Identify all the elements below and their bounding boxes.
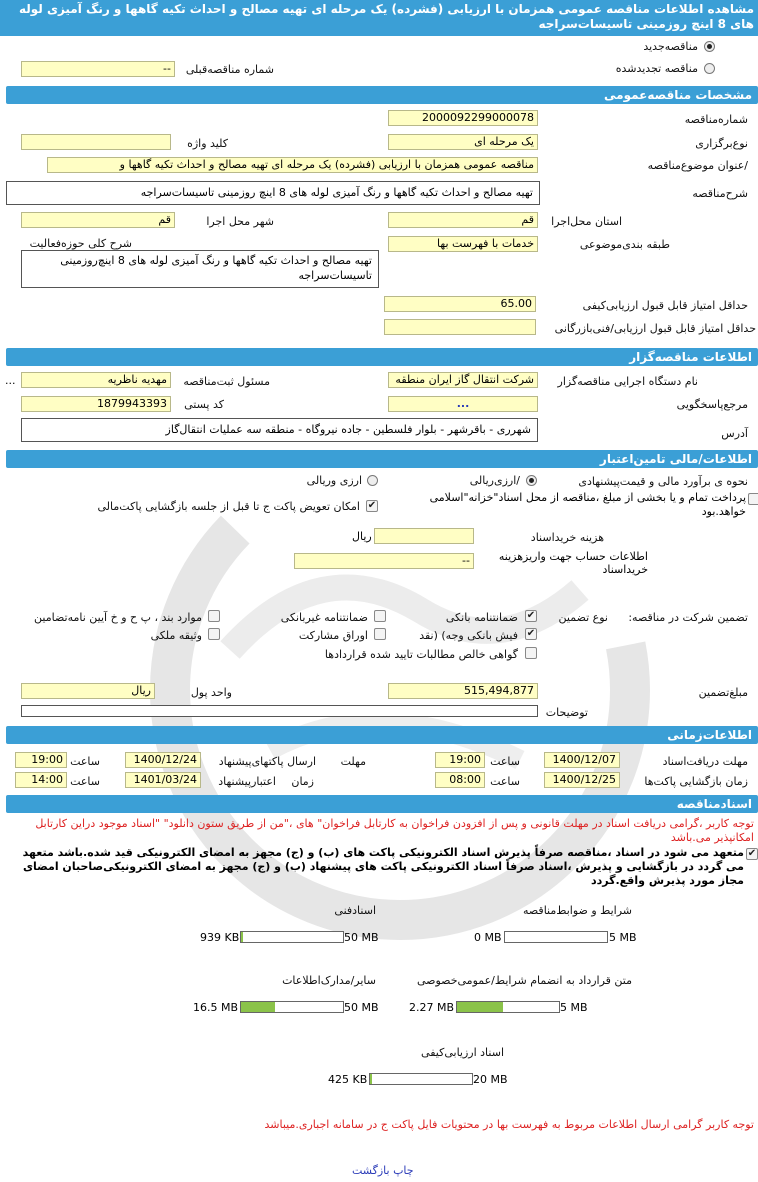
province-field: قم — [388, 212, 538, 228]
doc-quality-size: 425 KB — [328, 1073, 368, 1086]
doc-tech-max: 50 MB — [344, 931, 379, 944]
doc-quality-title: اسناد ارزیابی‌کیفی — [421, 1046, 504, 1059]
receive-time-field: 19:00 — [435, 752, 485, 768]
category-label: طبقه بندی‌موضوعی — [579, 238, 670, 251]
category-field: خدمات با فهرست بها — [388, 236, 538, 252]
subject-field: مناقصه عمومی همزمان با ارزیابی (فشرده) یک مرحله ای تهیه مصالح و احداث تکیه گاهها و — [47, 157, 538, 173]
address-box: شهرری - باقرشهر - بلوار فلسطین - جاده نیروگاه - منطقه سه عملیات انتقال‌گاز — [21, 418, 538, 442]
activity-box: تهیه مصالح و احداث تکیه گاهها و رنگ آمیزی لوله های 8 اینچ‌روزمینی تاسیسات‌سراجه — [21, 250, 379, 288]
opening-time-field: 08:00 — [435, 772, 485, 788]
guarantee-label: تضمین شرکت در مناقصه: — [628, 611, 748, 624]
doc-quality-fill — [370, 1074, 372, 1084]
doc-other-size: 16.5 MB — [193, 1001, 239, 1014]
new-tender-label: مناقصه‌جدید — [643, 40, 698, 53]
currency-radio[interactable] — [367, 475, 378, 486]
swap-label: امکان تعویض پاکت ج تا قبل از جلسه بازگشایی پاکت‌مالی — [97, 500, 360, 513]
keyword-label: کلید واژه — [187, 137, 228, 150]
postal-code-label: کد پستی — [184, 398, 224, 411]
validity-prefix: زمان — [291, 775, 314, 788]
page-title: مشاهده اطلاعات مناقصه عمومی همزمان با ارزیابی (فشرده) یک مرحله ای تهیه مصالح و احداث تکیه گاهها و رنگ آمیزی لوله های 8 اینچ روزمینی تاسیسات‌سراجه — [0, 0, 758, 36]
org-name-field: شرکت انتقال گاز ایران منطقه — [388, 372, 538, 388]
opening-time-label: ساعت — [490, 775, 520, 788]
guarantee-bonds-checkbox[interactable] — [374, 628, 386, 640]
send-time-field: 19:00 — [15, 752, 67, 768]
send-deadline-prefix: مهلت — [340, 755, 366, 768]
guarantee-cash-checkbox[interactable]: ✔ — [526, 628, 536, 639]
guarantee-bank-label: ضمانتنامه بانکی — [445, 611, 518, 624]
finance-section-header: اطلاعات/مالی تامین‌اعتبار — [6, 450, 758, 468]
doc-tech-bar — [240, 931, 344, 943]
registrar-field: مهدیه ناظریه — [21, 372, 171, 388]
doc-contract-bar — [456, 1001, 560, 1013]
postal-code-field: 1879943393 — [21, 396, 171, 412]
tender-number-field: 2000092299000078 — [388, 110, 538, 126]
doc-other-title: سایر/مدارک‌اطلاعات — [282, 974, 376, 987]
currency-unit-label: واحد پول — [190, 686, 232, 699]
account-field: -- — [294, 553, 474, 569]
doc-contract-title: متن قرارداد به انضمام شرایط/عمومی‌خصوصی — [416, 974, 632, 987]
guarantee-nonbank-label: ضمانتنامه غیربانکی — [280, 611, 368, 624]
activity-label: شرح کلی حوزه‌فعالیت — [29, 237, 132, 250]
guarantee-receivables-checkbox[interactable] — [525, 647, 537, 659]
currency-unit-field: ریال — [21, 683, 155, 699]
holding-type-field: یک مرحله ای — [388, 134, 538, 150]
estimate-label: نحوه ی برآورد مالی و قیمت‌پیشنهادی — [578, 475, 748, 488]
description-label: شرح‌مناقصه — [692, 187, 748, 200]
commitment-checkbox[interactable]: ✔ — [747, 848, 757, 859]
org-name-label: نام دستگاه اجرایی مناقصه‌گزار — [557, 375, 698, 388]
tender-number-label: شماره‌مناقصه — [684, 113, 748, 126]
organizer-section-header: اطلاعات مناقصه‌گزار — [6, 348, 758, 366]
keyword-field — [21, 134, 171, 150]
renewed-tender-radio[interactable] — [704, 63, 715, 74]
renewed-tender-label: مناقصه تجدیدشده — [615, 62, 698, 75]
registrar-label: مسئول ثبت‌مناقصه — [183, 375, 270, 388]
min-quality-field: 65.00 — [384, 296, 536, 312]
city-label: شهر محل اجرا — [206, 215, 274, 228]
rial-label: /ارزی‌ریالی — [469, 474, 520, 487]
doc-tech-size: 939 KB — [200, 931, 240, 944]
doc-other-bar — [240, 1001, 344, 1013]
price-list-notice: توجه کاربر گرامی ارسال اطلاعات مربوط به فهرست بها در محتویات فایل پاکت ج در سامانه اجباری.میباشد — [264, 1118, 754, 1131]
notes-label: توضیحات — [545, 706, 588, 719]
treasury-label: پرداخت تمام و یا بخشی از مبلغ ،مناقصه از محل اسناد"خزانه"اسلامی خواهد.بود — [429, 491, 746, 518]
receive-deadline-label: مهلت دریافت‌اسناد — [662, 755, 748, 768]
subject-label: /عنوان موضوع‌مناقصه — [647, 159, 748, 172]
send-deadline-label: ارسال پاکتهای‌پیشنهاد — [218, 755, 316, 768]
guarantee-bank-checkbox[interactable]: ✔ — [526, 610, 536, 621]
doc-quality-max: 20 MB — [473, 1073, 508, 1086]
prev-number-field: -- — [21, 61, 175, 77]
reference-field[interactable]: ... — [388, 396, 538, 412]
send-date-field: 1400/12/24 — [125, 752, 201, 768]
doc-terms-size: 0 MB — [474, 931, 502, 944]
guarantee-clauses-checkbox[interactable] — [208, 610, 220, 622]
description-box: تهیه مصالح و احداث تکیه گاهها و رنگ آمیزی لوله های 8 اینچ روزمینی تاسیسات‌سراجه — [6, 181, 540, 205]
commitment-text: متعهد می شود در اسناد ،مناقصه صرفاً پذیرش اسناد الکترونیکی پاکت های (ب) و (ج) مجهز به امضای الکترونیکی قید شده.باشد متعهد می گردد در بازگشایی و پذیرش ،اسناد صرفاً اسناد الکترونیکی پاکت های پیشنهاد (ب) و (ج) مجهز به امضای الکترونیکی‌صاحبان امضای مجاز مورد پذیرش واقع.گردد — [22, 846, 744, 887]
doc-contract-size: 2.27 MB — [409, 1001, 455, 1014]
guarantee-amount-field: 515,494,877 — [388, 683, 538, 699]
opening-label: زمان بازگشایی پاکت‌ها — [644, 775, 748, 788]
guarantee-amount-label: مبلغ‌تضمین — [698, 686, 748, 699]
guarantee-receivables-label: گواهی خالص مطالبات تایید شده قراردادها — [324, 648, 518, 661]
prev-number-label: شماره مناقصه‌قبلی — [185, 63, 274, 76]
validity-date-field: 1401/03/24 — [125, 772, 201, 788]
min-tech-label: حداقل امتیاز قابل قبول ارزیابی/فنی‌بازرگانی — [554, 322, 756, 335]
account-label: اطلاعات حساب جهت واریزهزینه خریداسناد — [498, 550, 648, 576]
validity-time-label: ساعت — [70, 775, 100, 788]
doc-terms-bar — [504, 931, 608, 943]
validity-time-field: 14:00 — [15, 772, 67, 788]
documents-notice: توجه کاربر ،گرامی دریافت اسناد در مهلت قانونی و پس از افزودن فراخوان به کارتابل فراخوان" های ،"من از طریق ستون دانلود" "اسناد موجود دراین کارتابل امکانپذیر می.باشد — [35, 817, 754, 844]
address-label: آدرس — [721, 427, 748, 440]
opening-date-field: 1400/12/25 — [544, 772, 620, 788]
receive-date-field: 1400/12/07 — [544, 752, 620, 768]
doc-tech-title: اسنادفنی — [334, 904, 376, 917]
guarantee-type-label: نوع تضمین — [558, 611, 608, 624]
guarantee-nonbank-checkbox[interactable] — [374, 610, 386, 622]
guarantee-cash-label: فیش بانکی وجه) (نقد — [419, 629, 518, 642]
receive-time-label: ساعت — [490, 755, 520, 768]
min-tech-field — [384, 319, 536, 335]
doc-cost-unit: ریال — [352, 530, 372, 543]
timing-section-header: اطلاعات‌زمانی — [6, 726, 758, 744]
general-section-header: مشخصات مناقصه‌عمومی — [6, 86, 758, 104]
validity-label: اعتبارپیشنهاد — [218, 775, 276, 788]
doc-cost-label: هزینه خریداسناد — [530, 531, 604, 544]
rial-radio[interactable] — [526, 475, 537, 486]
notes-box — [21, 705, 538, 717]
city-field: قم — [21, 212, 175, 228]
min-quality-label: حداقل امتیاز قابل قبول ارزیابی‌کیفی — [582, 299, 748, 312]
send-time-label: ساعت — [70, 755, 100, 768]
doc-terms-max: 5 MB — [609, 931, 637, 944]
doc-other-fill — [241, 1002, 275, 1012]
new-tender-radio[interactable] — [704, 41, 715, 52]
guarantee-property-checkbox[interactable] — [208, 628, 220, 640]
guarantee-bonds-label: اوراق مشارکت — [298, 629, 368, 642]
doc-other-max: 50 MB — [344, 1001, 379, 1014]
print-back-link[interactable]: چاپ بازگشت — [352, 1164, 414, 1177]
treasury-checkbox[interactable] — [748, 493, 758, 505]
documents-section-header: اسنادمناقصه — [6, 795, 758, 813]
doc-cost-field — [374, 528, 474, 544]
doc-contract-fill — [457, 1002, 503, 1012]
swap-checkbox[interactable]: ✔ — [367, 500, 377, 511]
reference-label: مرجع‌پاسخگویی — [676, 398, 748, 411]
doc-contract-max: 5 MB — [560, 1001, 588, 1014]
holding-type-label: نوع‌برگزاری — [695, 137, 748, 150]
doc-terms-title: شرایط و ضوابط‌مناقصه — [523, 904, 632, 917]
guarantee-clauses-label: موارد بند ، پ ح و خ آیین نامه‌تضامین — [34, 611, 202, 624]
registrar-more[interactable]: ... — [5, 374, 16, 387]
guarantee-property-label: وثیقه ملکی — [150, 629, 202, 642]
doc-quality-bar — [369, 1073, 473, 1085]
currency-label: ارزی وریالی — [306, 474, 362, 487]
province-label: استان محل‌اجرا — [551, 215, 622, 228]
doc-tech-fill — [241, 932, 243, 942]
